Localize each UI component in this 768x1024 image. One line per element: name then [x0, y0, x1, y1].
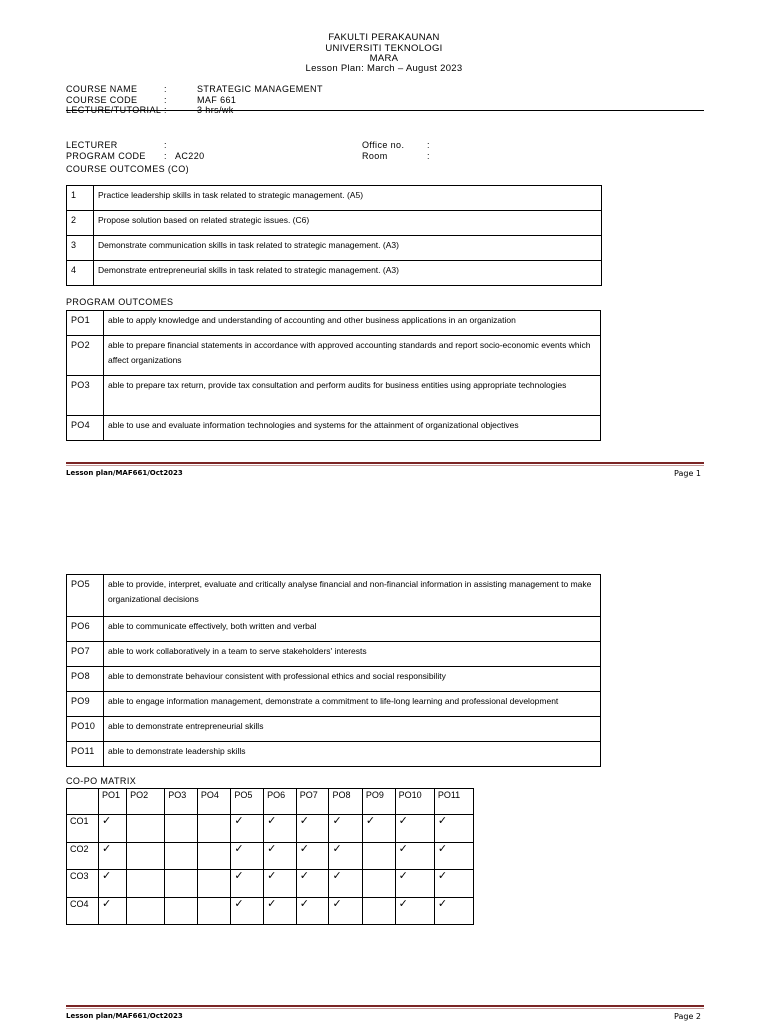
po-text: able to use and evaluate information technologies and systems for the attainment of organizational objectives — [104, 416, 601, 441]
footer-doc-ref-page2: Lesson plan/MAF661/Oct2023 — [66, 1012, 183, 1020]
program-outcomes-title: PROGRAM OUTCOMES — [66, 297, 174, 307]
matrix-empty-cell — [362, 842, 395, 870]
check-icon: ✓ — [264, 842, 297, 870]
university-title: UNIVERSITI TEKNOLOGI — [325, 43, 443, 54]
co-text: Demonstrate communication skills in task related to strategic management. (A3) — [94, 236, 602, 261]
matrix-row-co2 — [67, 842, 474, 870]
matrix-header-po3: PO3 — [165, 789, 198, 815]
po-text: able to engage information management, demonstrate a commitment to life-long learning and professional development — [104, 692, 601, 717]
matrix-header-po5: PO5 — [231, 789, 264, 815]
po-code: PO4 — [67, 416, 104, 441]
check-icon: ✓ — [296, 815, 329, 843]
co-number: 4 — [67, 261, 94, 286]
check-icon: ✓ — [99, 897, 127, 925]
course-name-colon: : — [164, 84, 167, 94]
lecture-tutorial-colon: : — [164, 105, 167, 115]
matrix-empty-cell — [362, 870, 395, 898]
course-name-label: COURSE NAME — [66, 84, 138, 94]
matrix-header-po1: PO1 — [99, 789, 127, 815]
course-code-value: MAF 661 — [197, 95, 237, 105]
check-icon: ✓ — [231, 842, 264, 870]
office-colon: : — [427, 140, 430, 150]
matrix-empty-cell — [165, 870, 198, 898]
matrix-empty-cell — [165, 897, 198, 925]
course-outcomes-title: COURSE OUTCOMES (CO) — [66, 164, 190, 174]
program-outcomes-table-page1 — [66, 310, 601, 441]
matrix-empty-cell — [165, 842, 198, 870]
po-code: PO2 — [67, 336, 104, 376]
program-outcome-row — [67, 642, 601, 667]
matrix-header-po4: PO4 — [197, 789, 230, 815]
po-text: able to provide, interpret, evaluate and critically analyse financial and non-financial information in assisting management to make organizational decisions — [104, 575, 601, 617]
page-number-2: Page 2 — [674, 1012, 701, 1021]
check-icon: ✓ — [434, 897, 473, 925]
matrix-empty-cell — [127, 842, 165, 870]
lesson-plan-period: Lesson Plan: March – August 2023 — [305, 63, 463, 74]
program-outcome-row — [67, 617, 601, 642]
check-icon: ✓ — [329, 870, 362, 898]
footer-rule-page1 — [66, 462, 704, 464]
check-icon: ✓ — [99, 815, 127, 843]
matrix-header-po7: PO7 — [296, 789, 329, 815]
matrix-row-co3 — [67, 870, 474, 898]
program-code-value: AC220 — [175, 151, 205, 161]
po-code: PO5 — [67, 575, 104, 617]
course-info-divider — [66, 110, 704, 111]
page-number-1: Page 1 — [674, 469, 701, 478]
check-icon: ✓ — [434, 842, 473, 870]
lecturer-label: LECTURER — [66, 140, 118, 150]
footer-rule-thin-page2 — [66, 1008, 704, 1009]
program-outcome-row — [67, 376, 601, 416]
po-code: PO1 — [67, 311, 104, 336]
matrix-empty-cell — [197, 897, 230, 925]
co-po-matrix-title: CO-PO MATRIX — [66, 776, 137, 786]
check-icon: ✓ — [434, 815, 473, 843]
matrix-empty-cell — [127, 870, 165, 898]
check-icon: ✓ — [296, 870, 329, 898]
matrix-row-label: CO1 — [67, 815, 99, 843]
po-code: PO7 — [67, 642, 104, 667]
co-text: Propose solution based on related strategic issues. (C6) — [94, 211, 602, 236]
matrix-empty-cell — [362, 897, 395, 925]
program-outcome-row — [67, 575, 601, 617]
check-icon: ✓ — [434, 870, 473, 898]
check-icon: ✓ — [395, 870, 434, 898]
check-icon: ✓ — [395, 842, 434, 870]
matrix-header-po8: PO8 — [329, 789, 362, 815]
po-code: PO11 — [67, 742, 104, 767]
course-outcome-row — [67, 236, 602, 261]
matrix-row-label: CO3 — [67, 870, 99, 898]
program-outcome-row — [67, 742, 601, 767]
po-text: able to demonstrate entrepreneurial skills — [104, 717, 601, 742]
faculty-title: FAKULTI PERAKAUNAN — [328, 32, 440, 43]
po-text: able to demonstrate behaviour consistent with professional ethics and social responsibility — [104, 667, 601, 692]
program-outcome-row — [67, 336, 601, 376]
matrix-empty-cell — [127, 897, 165, 925]
po-text: able to demonstrate leadership skills — [104, 742, 601, 767]
matrix-header-po6: PO6 — [264, 789, 297, 815]
matrix-header-po2: PO2 — [127, 789, 165, 815]
check-icon: ✓ — [395, 815, 434, 843]
co-number: 2 — [67, 211, 94, 236]
program-outcome-row — [67, 692, 601, 717]
program-outcome-row — [67, 717, 601, 742]
footer-rule-page2 — [66, 1005, 704, 1007]
po-text: able to apply knowledge and understanding of accounting and other business applications in an organization — [104, 311, 601, 336]
lecture-tutorial-value: 3 hrs/wk — [197, 105, 234, 115]
program-outcome-row — [67, 416, 601, 441]
matrix-header-po9: PO9 — [362, 789, 395, 815]
matrix-empty-cell — [127, 815, 165, 843]
course-code-colon: : — [164, 95, 167, 105]
room-label: Room — [362, 151, 388, 161]
matrix-row-label: CO4 — [67, 897, 99, 925]
check-icon: ✓ — [395, 897, 434, 925]
matrix-empty-cell — [197, 815, 230, 843]
check-icon: ✓ — [231, 897, 264, 925]
matrix-empty-cell — [165, 815, 198, 843]
po-code: PO9 — [67, 692, 104, 717]
course-outcomes-table — [66, 185, 602, 286]
matrix-corner-cell — [67, 789, 99, 815]
co-text: Practice leadership skills in task related to strategic management. (A5) — [94, 186, 602, 211]
po-text: able to communicate effectively, both written and verbal — [104, 617, 601, 642]
check-icon: ✓ — [296, 897, 329, 925]
footer-doc-ref-page1: Lesson plan/MAF661/Oct2023 — [66, 469, 183, 477]
course-code-label: COURSE CODE — [66, 95, 138, 105]
university-title-line2: MARA — [369, 53, 399, 64]
room-colon: : — [427, 151, 430, 161]
program-code-colon: : — [164, 151, 167, 161]
check-icon: ✓ — [264, 870, 297, 898]
matrix-empty-cell — [197, 842, 230, 870]
check-icon: ✓ — [329, 842, 362, 870]
check-icon: ✓ — [264, 815, 297, 843]
check-icon: ✓ — [231, 815, 264, 843]
po-code: PO8 — [67, 667, 104, 692]
matrix-row-co4 — [67, 897, 474, 925]
co-po-matrix-table — [66, 788, 474, 925]
co-number: 1 — [67, 186, 94, 211]
po-code: PO6 — [67, 617, 104, 642]
office-label: Office no. — [362, 140, 405, 150]
lecture-tutorial-label: LECTURE/TUTORIAL — [66, 105, 162, 115]
matrix-row-label: CO2 — [67, 842, 99, 870]
matrix-empty-cell — [197, 870, 230, 898]
program-outcomes-table-page2 — [66, 574, 601, 767]
check-icon: ✓ — [329, 815, 362, 843]
po-text: able to work collaboratively in a team to serve stakeholders' interests — [104, 642, 601, 667]
check-icon: ✓ — [99, 870, 127, 898]
po-code: PO10 — [67, 717, 104, 742]
check-icon: ✓ — [99, 842, 127, 870]
matrix-header-po11: PO11 — [434, 789, 473, 815]
lecturer-colon: : — [164, 140, 167, 150]
check-icon: ✓ — [362, 815, 395, 843]
course-outcome-row — [67, 211, 602, 236]
check-icon: ✓ — [264, 897, 297, 925]
matrix-row-co1 — [67, 815, 474, 843]
program-outcome-row — [67, 667, 601, 692]
co-number: 3 — [67, 236, 94, 261]
matrix-header-po10: PO10 — [395, 789, 434, 815]
check-icon: ✓ — [329, 897, 362, 925]
co-text: Demonstrate entrepreneurial skills in task related to strategic management. (A3) — [94, 261, 602, 286]
program-outcome-row — [67, 311, 601, 336]
course-outcome-row — [67, 261, 602, 286]
program-code-label: PROGRAM CODE — [66, 151, 146, 161]
footer-rule-thin-page1 — [66, 465, 704, 466]
po-text: able to prepare tax return, provide tax consultation and perform audits for business entities using appropriate technologies — [104, 376, 601, 416]
matrix-header-row — [67, 789, 474, 815]
po-code: PO3 — [67, 376, 104, 416]
course-outcome-row — [67, 186, 602, 211]
check-icon: ✓ — [231, 870, 264, 898]
po-text: able to prepare financial statements in accordance with approved accounting standards and report socio-economic events which affect organizations — [104, 336, 601, 376]
check-icon: ✓ — [296, 842, 329, 870]
course-name-value: STRATEGIC MANAGEMENT — [197, 84, 323, 94]
